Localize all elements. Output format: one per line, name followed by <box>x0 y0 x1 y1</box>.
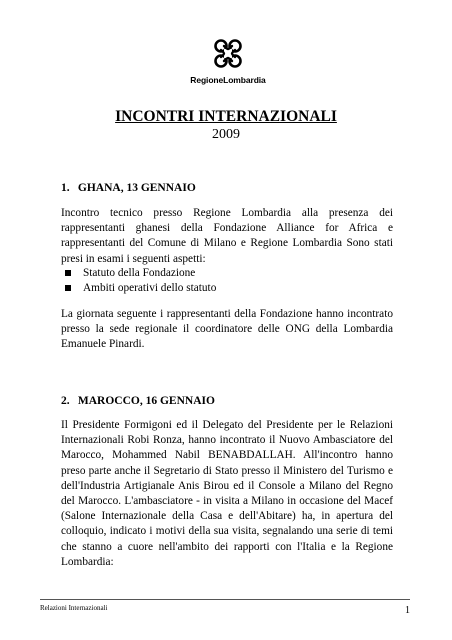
regione-lombardia-rosette-icon <box>208 36 248 72</box>
section-1-paragraph-2: La giornata seguente i rappresentanti della Fondazione hanno incontrato presso la sede regionale il coordinatore delle ONG della Lombardia Emanuele Pinardi. <box>61 308 393 351</box>
logo-text: RegioneLombardia <box>190 75 266 85</box>
section-1-date: , 13 GENNAIO <box>120 182 196 194</box>
section-2-country: MAROCCO <box>77 395 140 407</box>
list-item: Ambiti operativi dello statuto <box>61 281 393 296</box>
regione-lombardia-logo <box>190 36 266 85</box>
footer-department: Relazioni Internazionali <box>40 604 108 612</box>
document-year: 2009 <box>212 127 240 142</box>
section-1-paragraph-1: Incontro tecnico presso Regione Lombardia alla presenza dei rappresentanti ghanesi della Fondazione Alliance for Africa e rappresentanti del Comune di Milano e Regione Lombardia Sono stati presi in esami i seguenti aspetti: <box>61 207 393 265</box>
page-number: 1 <box>405 605 410 616</box>
section-2-date: , 16 GENNAIO <box>139 395 215 407</box>
list-item: Statuto della Fondazione <box>61 266 393 281</box>
section-2-number: 2. <box>61 395 70 407</box>
footer-divider <box>40 599 410 600</box>
section-1-number: 1. <box>61 182 70 194</box>
section-1-heading <box>61 181 196 195</box>
section-2-paragraph-1: Il Presidente Formigoni ed il Delegato del Presidente per le Relazioni Internazionali Robi Ronza, hanno incontrato il Nuovo Ambasciatore del Marocco, Mohammed Nabil BENABDALLAH. All'incontro hanno preso parte anche il Segretario di Stato presso il Ministero del Turismo e dell'Industria Artigianale Anis Birou ed il Console a Milano del Regno del Marocco. L'ambasciatore - in visita a Milano in occasione del Macef (Salone Internazionale della Casa e dell'Abitare) ha, in apertura del colloquio, indicato i motivi della sua visita, segnalando una serie di temi che stanno a cuore nell'ambito dei rapporti con l'Italia e la Regione Lombardia: <box>61 419 393 568</box>
section-1-bullet-list <box>61 266 393 296</box>
square-bullet-icon <box>65 285 71 291</box>
document-title: INCONTRI INTERNAZIONALI <box>115 108 337 125</box>
section-2-heading <box>61 394 215 408</box>
section-1-country: GHANA <box>77 182 121 194</box>
square-bullet-icon <box>65 270 71 276</box>
